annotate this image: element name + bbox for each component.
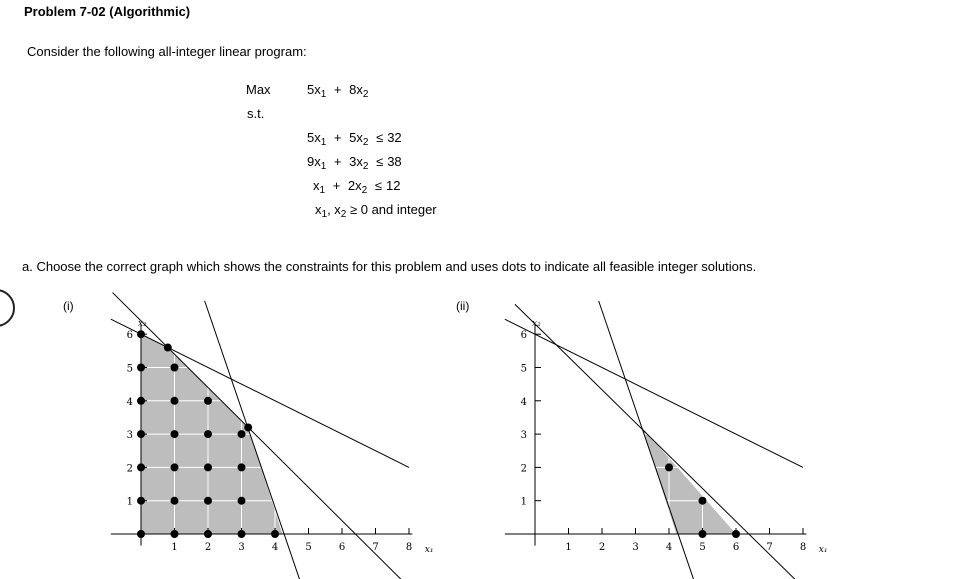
feasible-point <box>238 497 246 505</box>
feasible-point <box>137 330 145 338</box>
feasible-point <box>137 430 145 438</box>
max-label: Max <box>246 82 271 97</box>
x-tick-label: 5 <box>699 542 706 553</box>
feasible-point <box>271 530 279 538</box>
x-tick-label: 1 <box>171 542 178 553</box>
feasible-point <box>732 530 740 538</box>
constraint-3: $x_1 + 2x_2 \le 12$ <box>313 178 401 196</box>
question-a: a. Choose the correct graph which shows the constraints for this problem and uses dots to indicate all feasible integer solutions. <box>22 259 757 274</box>
problem-intro: Consider the following all-integer linear program: <box>27 44 307 59</box>
feasible-point <box>137 397 145 405</box>
constraint-1: $5x_1 + 5x_2 \le 32$ <box>307 130 402 148</box>
x-tick-label: 8 <box>405 542 413 553</box>
feasible-point <box>665 463 673 471</box>
feasible-point <box>238 463 246 471</box>
x-axis-label: x₁ <box>818 545 828 555</box>
x-tick-label: 7 <box>766 542 773 553</box>
y-tick-label: 6 <box>126 330 133 342</box>
problem-title: Problem 7-02 (Algorithmic) <box>24 4 191 19</box>
y-tick-label: 1 <box>126 496 133 508</box>
feasible-point <box>238 430 246 438</box>
option-ii-label[interactable]: (ii) <box>456 299 470 313</box>
y-tick-label: 5 <box>520 363 527 375</box>
feasible-point <box>171 530 179 538</box>
graph-option-i[interactable] <box>100 290 434 575</box>
x-tick-label: 3 <box>632 542 639 553</box>
x-axis-label: x₁ <box>424 545 434 555</box>
y-tick-label: 2 <box>126 463 133 475</box>
x-tick-label: 2 <box>598 542 606 553</box>
feasible-point <box>137 364 145 372</box>
y-tick-label: 5 <box>126 363 133 375</box>
x-tick-label: 3 <box>238 542 245 553</box>
x-tick-label: 6 <box>732 542 740 553</box>
x-tick-label: 8 <box>799 542 807 553</box>
y-tick-label: 3 <box>126 430 133 442</box>
y-tick-label: 4 <box>126 396 133 408</box>
option-i-label[interactable]: (i) <box>63 299 74 313</box>
feasible-point <box>204 430 212 438</box>
feasible-point <box>204 530 212 538</box>
x-tick-label: 7 <box>372 542 379 553</box>
feasible-point <box>171 364 179 372</box>
y-tick-label: 2 <box>520 463 527 475</box>
x-tick-label: 2 <box>204 542 212 553</box>
nonnegativity-constraint: $x_1$, $x_2 \ge 0$ and integer <box>315 202 437 220</box>
x-tick-label: 1 <box>565 542 572 553</box>
feasible-point <box>137 497 145 505</box>
y-tick-label: 4 <box>520 396 527 408</box>
objective-function: $5x_1 + 8x_2$ <box>307 82 369 100</box>
feasible-point <box>204 497 212 505</box>
y-axis-label: x₂ <box>532 319 541 330</box>
constraint-2: $9x_1 + 3x_2 \le 38$ <box>307 154 402 172</box>
st-label: s.t. <box>247 106 265 121</box>
feasible-point <box>204 463 212 471</box>
x-tick-label: 6 <box>338 542 346 553</box>
feasible-point <box>137 530 145 538</box>
feasible-point <box>164 344 172 352</box>
radio-button[interactable] <box>0 289 15 327</box>
feasible-point <box>171 430 179 438</box>
feasible-point <box>137 463 145 471</box>
y-tick-label: 1 <box>520 496 527 508</box>
feasible-point <box>699 530 707 538</box>
x-tick-label: 5 <box>305 542 312 553</box>
feasible-point <box>244 423 252 431</box>
x-tick-label: 4 <box>271 542 279 553</box>
y-tick-label: 3 <box>520 430 527 442</box>
feasible-point <box>204 397 212 405</box>
y-axis-label: x₂ <box>138 319 147 330</box>
feasible-point <box>238 530 246 538</box>
graph-option-ii[interactable] <box>494 290 828 575</box>
feasible-point <box>171 397 179 405</box>
x-tick-label: 4 <box>665 542 673 553</box>
y-tick-label: 6 <box>520 330 527 342</box>
feasible-point <box>171 497 179 505</box>
feasible-point <box>171 463 179 471</box>
feasible-point <box>699 497 707 505</box>
